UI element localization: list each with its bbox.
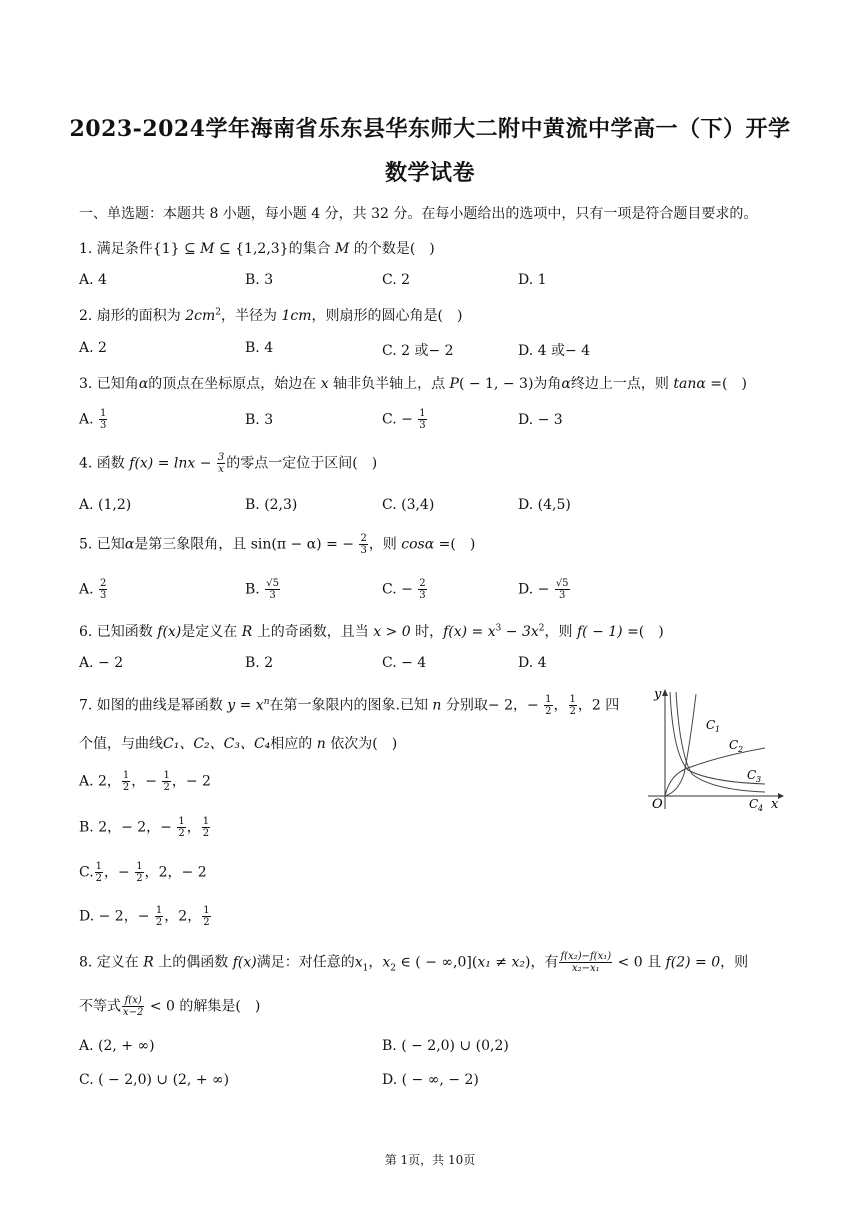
curve-label-c2: C (729, 738, 739, 752)
question-7-line-1: 7. 如图的曲线是幂函数 $y = x^n$在第一象限内的图象.已知 n 分别取− 2，− $\frac{1}{2}$ ， $\frac{1}{2}$ ，2 四 (79, 694, 620, 717)
question-4: 4. 函数 f(x) = lnx − $\frac{3}{x}$ 的零点一定位于区间( ) (79, 452, 378, 475)
q1-option-b: B. 3 (245, 272, 274, 288)
q5-option-a: A. $\frac{2}{3}$ (79, 578, 107, 601)
q3-option-a: A. $\frac{1}{3}$ (79, 408, 107, 431)
question-6: 6. 已知函数 f(x)是定义在 R 上的奇函数，且当 x > 0 时，$f(x) = x^3 - 3x^2$，则 f( − 1) =( ) (79, 623, 664, 640)
question-8-line-2: 不等式 $\frac{f(x)}{x-2}$ < 0 的解集是( ) (79, 995, 261, 1018)
q5-option-c: C. − $\frac{2}{3}$ (382, 578, 426, 601)
question-8-line-1: 8. 定义在 R 上的偶函数 f(x)满足：对任意的$x_1$，$x_2$ ∈ ( − ∞,0](x₁ ≠ x₂)，有 $\frac{\text{f(x₂)−f(x₁)}}{\text{x₂−x₁}}$ < 0 且 f(2) = 0，则 (79, 951, 749, 974)
title-line-1: 2023-2024学年海南省乐东县华东师大二附中黄流中学高一（下）开学 (69, 116, 791, 142)
q6-option-a: A. − 2 (79, 655, 124, 671)
page-footer: 第 1页，共 10页 (384, 1153, 476, 1167)
q6-option-d: D. 4 (518, 655, 547, 671)
x-axis-arrow (778, 793, 784, 799)
title-line-2: 数学试卷 (384, 160, 475, 186)
q7-option-c: C. $\frac{1}{2}$ ，− $\frac{1}{2}$ ，2，− 2 (79, 861, 207, 884)
q4-option-b: B. (2,3) (245, 497, 298, 513)
curve-label-c1: C (706, 718, 716, 732)
curve-label-c1-sub: 1 (715, 725, 721, 734)
q3-option-d: D. − 3 (518, 412, 563, 428)
q1-option-d: D. 1 (518, 272, 547, 288)
origin-label: O (652, 797, 663, 812)
question-7-line-2: 个值，与曲线C₁、C₂、C₃、C₄相应的 n 依次为( ) (79, 736, 398, 752)
q8-option-d: D. ( − ∞, − 2) (382, 1072, 479, 1088)
q8-option-a: A. (2, + ∞) (79, 1038, 155, 1054)
q2-option-c: C. 2 或− 2 (382, 343, 454, 359)
section-heading: 一、单选题：本题共 8 小题，每小题 4 分，共 32 分。在每小题给出的选项中，只有一项是符合题目要求的。 (79, 206, 758, 222)
q2-option-b: B. 4 (245, 340, 274, 356)
curve-label-c4: C (749, 797, 759, 811)
q7-option-d: D. − 2，− $\frac{1}{2}$ ，2， $\frac{1}{2}$ (79, 905, 210, 928)
q1-option-a: A. 4 (79, 272, 107, 288)
power-function-graph (640, 684, 790, 814)
q6-option-c: C. − 4 (382, 655, 427, 671)
y-axis-arrow (662, 689, 668, 696)
x-axis-label: x (771, 797, 779, 812)
q8-option-b: B. ( − 2,0) ∪ (0,2) (382, 1038, 509, 1054)
question-2: 2. 扇形的面积为 $2cm^2$，半径为 1cm，则扇形的圆心角是( ) (79, 307, 463, 324)
q4-option-a: A. (1,2) (79, 497, 132, 513)
q1-option-c: C. 2 (382, 272, 411, 288)
q7-option-b: B. 2，− 2，− $\frac{1}{2}$ ， $\frac{1}{2}$ (79, 816, 210, 839)
curve-c1 (665, 694, 696, 796)
curve-label-c2-sub: 2 (738, 745, 744, 754)
q3-option-c: C. − $\frac{1}{3}$ (382, 408, 426, 431)
q2-option-a: A. 2 (79, 340, 107, 356)
curve-label-c3-sub: 3 (756, 775, 762, 784)
q8-option-c: C. ( − 2,0) ∪ (2, + ∞) (79, 1072, 230, 1088)
curve-label-c3: C (747, 768, 757, 782)
q5-option-b: B. $\frac{√5}{3}$ (245, 578, 279, 601)
q4-option-c: C. (3,4) (382, 497, 435, 513)
y-axis-label: y (654, 687, 662, 702)
q2-option-d: D. 4 或− 4 (518, 343, 591, 359)
question-3: 3. 已知角α的顶点在坐标原点，始边在 x 轴非负半轴上，点 P( − 1, − 3)为角α终边上一点，则 tanα =( ) (79, 376, 747, 392)
q4-option-d: D. (4,5) (518, 497, 571, 513)
q6-option-b: B. 2 (245, 655, 274, 671)
curve-label-c4-sub: 4 (758, 804, 764, 813)
q7-option-a: A. 2， $\frac{1}{2}$ ，− $\frac{1}{2}$ ，− 2 (79, 770, 211, 793)
q3-option-b: B. 3 (245, 412, 274, 428)
question-1: 1. 满足条件{1} ⊆ M ⊆ {1,2,3}的集合 M 的个数是( ) (79, 241, 435, 257)
question-5: 5. 已知α是第三象限角，且 sin(π − α) = − $\frac{2}{3}$ ，则 cosα =( ) (79, 533, 476, 556)
q5-option-d: D. − $\frac{√5}{3}$ (518, 578, 569, 601)
